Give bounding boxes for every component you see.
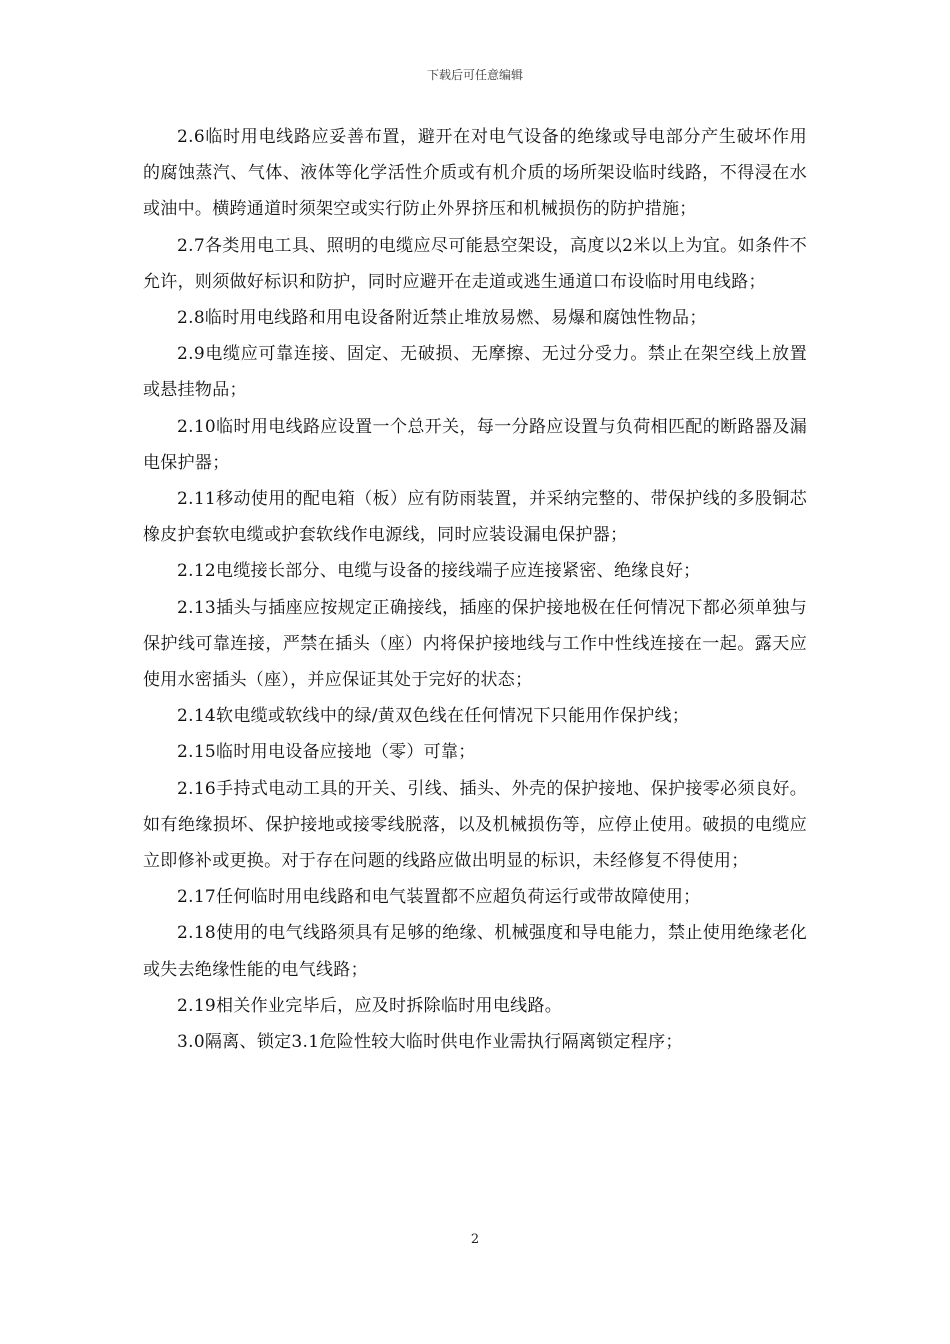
paragraph-3-0: 3.0隔离、锁定3.1危险性较大临时供电作业需执行隔离锁定程序； (177, 1032, 683, 1053)
paragraph-2-12: 2.12电缆接长部分、电缆与设备的接线端子应连接紧密、绝缘良好； (177, 561, 701, 582)
paragraph-2-17: 2.17任何临时用电线路和电气装置都不应超负荷运行或带故障使用； (177, 887, 701, 908)
paragraph-2-11: 2.11移动使用的配电箱（板）应有防雨装置，并采纳完整的、带保护线的多股铜芯橡皮护套软电缆或护套软线作电源线，同时应装设漏电保护器； (143, 489, 807, 546)
paragraph-2-19: 2.19相关作业完毕后，应及时拆除临时用电线路。 (177, 995, 563, 1016)
paragraph-2-14: 2.14软电缆或软线中的绿/黄双色线在任何情况下只能用作保护线； (177, 706, 690, 727)
paragraph-2-18: 2.18使用的电气线路须具有足够的绝缘、机械强度和导电能力，禁止使用绝缘老化或失去绝缘性能的电气线路； (143, 923, 807, 980)
document-body (143, 119, 807, 1060)
paragraph-2-8: 2.8临时用电线路和用电设备附近禁止堆放易燃、易爆和腐蚀性物品； (177, 308, 707, 329)
paragraph-2-13: 2.13插头与插座应按规定正确接线，插座的保护接地极在任何情况下都必须单独与保护线可靠连接，严禁在插头（座）内将保护接地线与工作中性线连接在一起。露天应使用水密插头（座），并应保证其处于完好的状态； (143, 597, 807, 691)
paragraph-2-15: 2.15临时用电设备应接地（零）可靠； (177, 742, 476, 763)
paragraph-2-16: 2.16手持式电动工具的开关、引线、插头、外壳的保护接地、保护接零必须良好。如有绝缘损坏、保护接地或接零线脱落，以及机械损伤等，应停止使用。破损的电缆应立即修补或更换。对于存在问题的线路应做出明显的标识，未经修复不得使用； (143, 778, 807, 872)
page-number: 2 (470, 1232, 480, 1247)
paragraph-2-7: 2.7各类用电工具、照明的电缆应尽可能悬空架设，高度以2米以上为宜。如条件不允许，则须做好标识和防护，同时应避开在走道或逃生通道口布设临时用电线路； (143, 235, 807, 292)
paragraph-2-6: 2.6临时用电线路应妥善布置，避开在对电气设备的绝缘或导电部分产生破坏作用的腐蚀蒸汽、气体、液体等化学活性介质或有机介质的场所架设临时线路，不得浸在水或油中。横跨通道时须架空或实行防止外界挤压和机械损伤的防护措施； (143, 127, 807, 220)
paragraph-2-9: 2.9电缆应可靠连接、固定、无破损、无摩擦、无过分受力。禁止在架空线上放置或悬挂物品； (143, 344, 807, 401)
page-header-note: 下载后可任意编辑 (426, 68, 523, 82)
paragraph-2-10: 2.10临时用电线路应设置一个总开关，每一分路应设置与负荷相匹配的断路器及漏电保护器； (143, 416, 807, 473)
